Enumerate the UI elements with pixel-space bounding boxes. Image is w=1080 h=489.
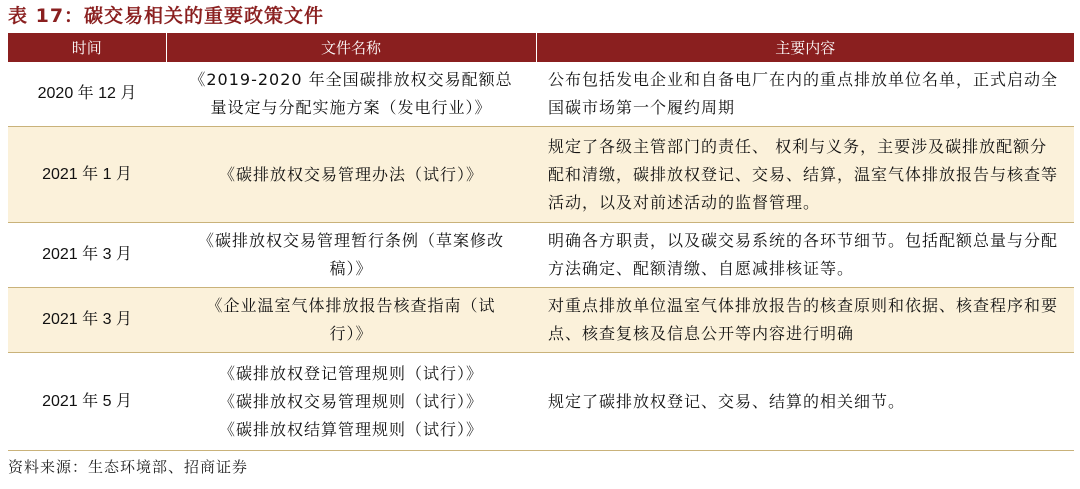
document-cell <box>166 62 536 127</box>
document-name: 《碳排放权交易管理规则（试行）》 <box>218 391 483 411</box>
content-cell: 明确各方职责，以及碳交易系统的各环节细节。包括配额总量与分配方法确定、配额清缴、自愿减排核证等。 <box>536 223 1074 288</box>
table-caption: 表 17：碳交易相关的重要政策文件 <box>8 5 325 27</box>
document-name: 《碳排放权交易管理办法（试行）》 <box>218 164 483 184</box>
time-cell: 2021 年 1 月 <box>8 127 166 223</box>
table-row <box>8 127 1074 223</box>
document-name: 稿）》 <box>329 259 373 278</box>
document-name: 《企业温室气体排放报告核查指南（试 <box>206 296 496 315</box>
header-main-content: 主要内容 <box>536 33 1074 62</box>
header-document-name: 文件名称 <box>166 33 536 62</box>
table-row <box>8 62 1074 127</box>
header-time: 时间 <box>8 33 166 62</box>
document-name: 量设定与分配实施方案（发电行业）》 <box>210 98 492 117</box>
time-cell: 2021 年 3 月 <box>8 288 166 353</box>
document-name: 行）》 <box>329 324 373 343</box>
content-cell: 对重点排放单位温室气体排放报告的核查原则和依据、核查程序和要点、核查复核及信息公开等内容进行明确 <box>536 288 1074 353</box>
content-cell: 规定了各级主管部门的责任、 权利与义务，主要涉及碳排放配额分配和清缴，碳排放权登记、交易、结算，温室气体排放报告与核查等活动，以及对前述活动的监督管理。 <box>536 127 1074 223</box>
time-cell: 2020 年 12 月 <box>8 62 166 127</box>
document-cell <box>166 127 536 223</box>
document-name: 《碳排放权结算管理规则（试行）》 <box>218 419 483 439</box>
table-row <box>8 353 1074 451</box>
content-cell: 公布包括发电企业和自备电厂在内的重点排放单位名单，正式启动全国碳市场第一个履约周期 <box>536 62 1074 127</box>
table-row <box>8 288 1074 353</box>
document-cell <box>166 223 536 288</box>
document-name: 《碳排放权交易管理暂行条例（草案修改 <box>197 231 504 250</box>
policy-table <box>8 33 1074 451</box>
table-row <box>8 223 1074 288</box>
document-cell <box>166 353 536 451</box>
document-cell <box>166 288 536 353</box>
source-note: 资料来源：生态环境部、招商证券 <box>8 458 249 476</box>
time-cell: 2021 年 3 月 <box>8 223 166 288</box>
table-header-row <box>8 33 1074 62</box>
time-cell: 2021 年 5 月 <box>8 353 166 451</box>
content-cell: 规定了碳排放权登记、交易、结算的相关细节。 <box>536 353 1074 451</box>
document-name: 《碳排放权登记管理规则（试行）》 <box>218 363 483 383</box>
document-name: 《2019-2020 年全国碳排放权交易配额总 <box>189 70 513 89</box>
